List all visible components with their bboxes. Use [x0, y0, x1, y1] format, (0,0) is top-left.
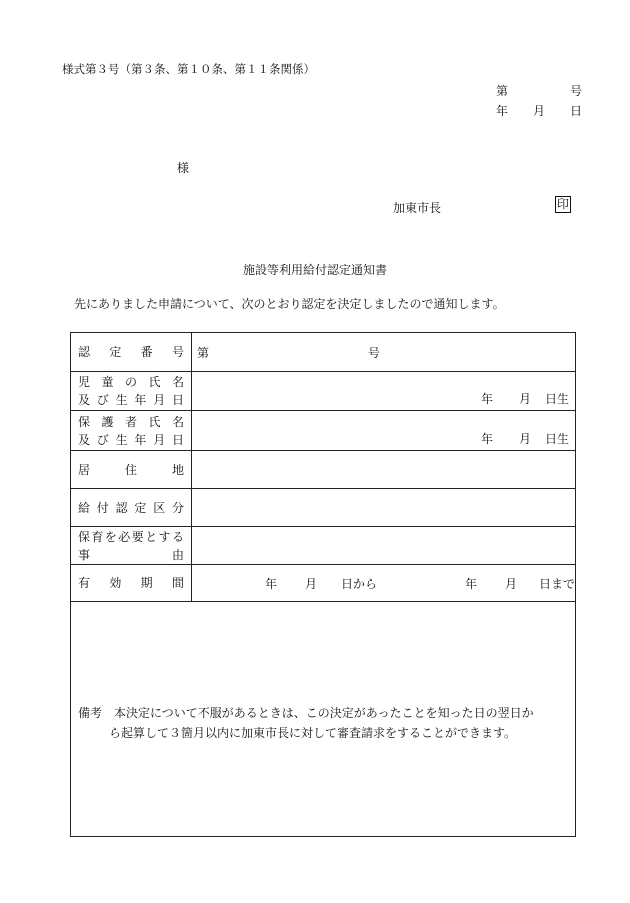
date-month: 月 — [532, 104, 545, 118]
row-guardian — [71, 411, 576, 451]
guardian-day: 日生 — [544, 432, 569, 446]
row-residence — [71, 451, 576, 489]
document-number — [496, 82, 582, 99]
period-to-day: 日まで — [538, 576, 575, 591]
period-from-day: 日から — [340, 576, 377, 591]
period-from-year: 年 — [264, 576, 277, 591]
label-cert-number — [71, 333, 192, 372]
notes-cell — [71, 602, 576, 837]
value-cert-number — [192, 333, 576, 372]
period-from-month: 月 — [304, 576, 317, 591]
child-year: 年 — [480, 392, 493, 406]
value-reason — [192, 527, 576, 565]
row-cert-number — [71, 333, 576, 372]
seal-mark: 印 — [557, 197, 570, 211]
child-month: 月 — [518, 392, 531, 406]
value-category — [192, 489, 576, 527]
notes-line-1: 備考 本決定について不服があるときは、この決定があったことを知った日の翌日か — [78, 706, 534, 720]
period-to-month: 月 — [504, 576, 517, 591]
label-category: 給 付 認 定 区 分 — [71, 489, 192, 527]
recipient-honorific: 様 — [177, 161, 190, 175]
label-guardian: 保 護 者 氏 名 及 び 生 年 月 日 — [71, 411, 192, 451]
label-chars: 認 定 番 号 — [78, 345, 184, 359]
date-day: 日 — [569, 104, 582, 118]
value-period — [192, 565, 576, 602]
intro-text: 先にありました申請について、次のとおり認定を決定しましたので通知します。 — [74, 297, 505, 311]
child-day: 日生 — [544, 392, 569, 406]
label-reason: 保 育 を 必 要 と す る 事 由 — [71, 527, 192, 565]
row-notes — [71, 602, 576, 837]
value-child — [192, 372, 576, 411]
guardian-year: 年 — [480, 432, 493, 446]
value-guardian — [192, 411, 576, 451]
row-category — [71, 489, 576, 527]
notes-line-2: ら起算して３箇月以内に加東市長に対して審査請求をすることができます。 — [109, 726, 517, 740]
row-reason — [71, 527, 576, 565]
certification-table — [70, 332, 576, 837]
document-number-suffix: 号 — [569, 84, 582, 98]
label-residence: 居 住 地 — [71, 451, 192, 489]
value-residence — [192, 451, 576, 489]
document-date — [496, 102, 582, 119]
document-title: 施設等利用給付認定通知書 — [242, 263, 387, 277]
row-period — [71, 565, 576, 602]
row-child — [71, 372, 576, 411]
label-period: 有 効 期 間 — [71, 565, 192, 602]
period-to-year: 年 — [464, 576, 477, 591]
cert-number-suffix: 号 — [367, 345, 380, 360]
label-child: 児 童 の 氏 名 及 び 生 年 月 日 — [71, 372, 192, 411]
form-label: 様式第３号（第３条、第１０条、第１１条関係） — [62, 62, 315, 76]
cert-number-prefix: 第 — [197, 345, 210, 360]
guardian-month: 月 — [518, 432, 531, 446]
document-number-prefix: 第 — [496, 84, 509, 98]
date-year: 年 — [496, 104, 509, 118]
issuer-title: 加東市長 — [393, 201, 442, 215]
